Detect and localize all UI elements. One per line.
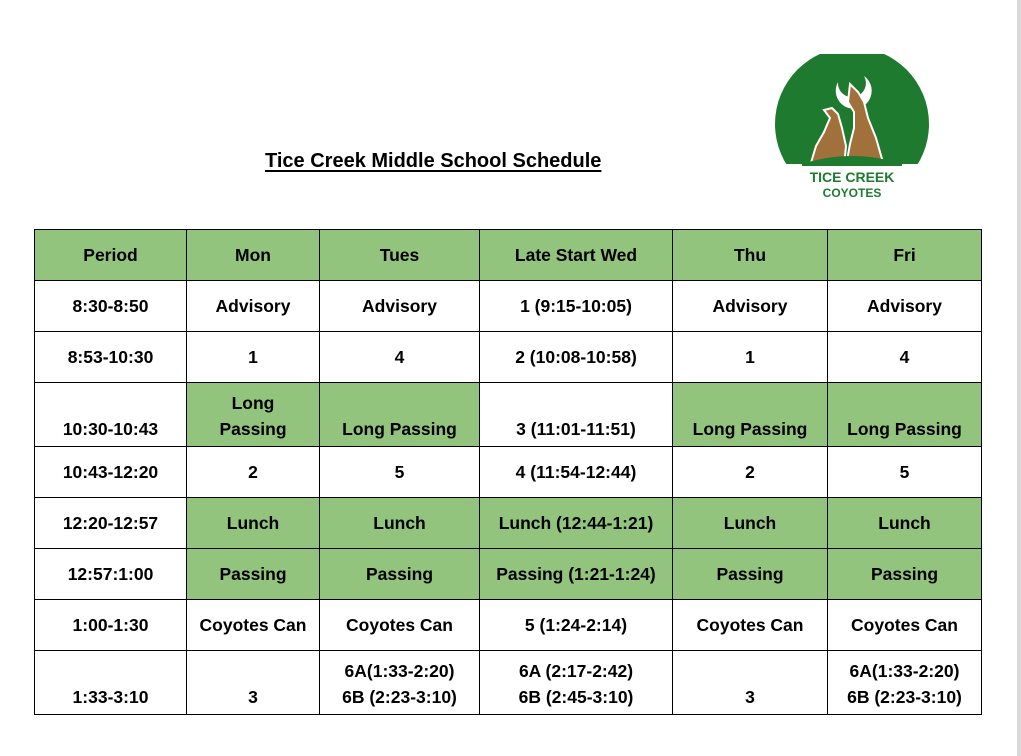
cell-wed: 5 (1:24-2:14) bbox=[480, 600, 673, 651]
cell-fri-line-2: 6B (2:23-3:10) bbox=[847, 687, 962, 707]
logo-line-2: COYOTES bbox=[822, 186, 882, 200]
cell-mon: Passing bbox=[187, 549, 320, 600]
cell-thu: 3 bbox=[673, 651, 828, 715]
period-time: 1:33-3:10 bbox=[35, 651, 187, 715]
cell-thu: Passing bbox=[673, 549, 828, 600]
cell-tues: Long Passing bbox=[320, 383, 480, 447]
cell-fri: Long Passing bbox=[828, 383, 982, 447]
header-thu: Thu bbox=[673, 230, 828, 281]
cell-mon: 2 bbox=[187, 447, 320, 498]
header-wed: Late Start Wed bbox=[480, 230, 673, 281]
cell-wed: Passing (1:21-1:24) bbox=[480, 549, 673, 600]
cell-tues: 4 bbox=[320, 332, 480, 383]
cell-tues-line-1: 6A(1:33-2:20) bbox=[344, 661, 455, 681]
cell-mon: Lunch bbox=[187, 498, 320, 549]
page-title: Tice Creek Middle School Schedule bbox=[265, 150, 602, 172]
cell-fri: Advisory bbox=[828, 281, 982, 332]
cell-wed: 2 (10:08-10:58) bbox=[480, 332, 673, 383]
cell-wed bbox=[480, 651, 673, 715]
table-row bbox=[35, 600, 982, 651]
cell-thu: 1 bbox=[673, 332, 828, 383]
cell-tues: Lunch bbox=[320, 498, 480, 549]
period-time: 1:00-1:30 bbox=[35, 600, 187, 651]
schedule-table bbox=[34, 229, 982, 715]
cell-wed-line-1: 6A (2:17-2:42) bbox=[518, 661, 634, 681]
period-time: 8:53-10:30 bbox=[35, 332, 187, 383]
cell-wed: 3 (11:01-11:51) bbox=[480, 383, 673, 447]
cell-tues: Passing bbox=[320, 549, 480, 600]
cell-tues bbox=[320, 651, 480, 715]
logo-line-1: TICE CREEK bbox=[809, 169, 895, 185]
cell-fri-line-1: 6A(1:33-2:20) bbox=[849, 661, 960, 681]
cell-mon-line-2: Passing bbox=[219, 419, 287, 439]
header-mon: Mon bbox=[187, 230, 320, 281]
header-tues: Tues bbox=[320, 230, 480, 281]
cell-thu: Lunch bbox=[673, 498, 828, 549]
table-row bbox=[35, 332, 982, 383]
cell-thu: Advisory bbox=[673, 281, 828, 332]
cell-thu: 2 bbox=[673, 447, 828, 498]
cell-mon: Coyotes Can bbox=[187, 600, 320, 651]
table-row bbox=[35, 549, 982, 600]
cell-mon: 3 bbox=[187, 651, 320, 715]
table-row bbox=[35, 498, 982, 549]
cell-fri: 4 bbox=[828, 332, 982, 383]
cell-wed: Lunch (12:44-1:21) bbox=[480, 498, 673, 549]
cell-thu: Coyotes Can bbox=[673, 600, 828, 651]
period-time: 10:30-10:43 bbox=[35, 383, 187, 447]
cell-tues-line-2: 6B (2:23-3:10) bbox=[342, 687, 457, 707]
cell-tues: Coyotes Can bbox=[320, 600, 480, 651]
cell-fri: 5 bbox=[828, 447, 982, 498]
tice-creek-coyotes-logo bbox=[772, 54, 932, 204]
cell-mon: Advisory bbox=[187, 281, 320, 332]
cell-fri: Coyotes Can bbox=[828, 600, 982, 651]
header-fri: Fri bbox=[828, 230, 982, 281]
period-time: 12:57:1:00 bbox=[35, 549, 187, 600]
period-time: 10:43-12:20 bbox=[35, 447, 187, 498]
cell-wed-line-2: 6B (2:45-3:10) bbox=[518, 687, 634, 707]
page-right-edge bbox=[1017, 0, 1021, 756]
cell-fri: Passing bbox=[828, 549, 982, 600]
table-row bbox=[35, 447, 982, 498]
cell-mon-line-1: Long bbox=[231, 393, 275, 413]
table-header-row bbox=[35, 230, 982, 281]
period-time: 12:20-12:57 bbox=[35, 498, 187, 549]
cell-fri bbox=[828, 651, 982, 715]
cell-mon bbox=[187, 383, 320, 447]
period-time: 8:30-8:50 bbox=[35, 281, 187, 332]
cell-fri: Lunch bbox=[828, 498, 982, 549]
cell-mon: 1 bbox=[187, 332, 320, 383]
table-row bbox=[35, 383, 982, 447]
cell-wed: 1 (9:15-10:05) bbox=[480, 281, 673, 332]
cell-thu: Long Passing bbox=[673, 383, 828, 447]
cell-tues: Advisory bbox=[320, 281, 480, 332]
header-period: Period bbox=[35, 230, 187, 281]
cell-wed: 4 (11:54-12:44) bbox=[480, 447, 673, 498]
table-row bbox=[35, 281, 982, 332]
table-row bbox=[35, 651, 982, 715]
cell-tues: 5 bbox=[320, 447, 480, 498]
